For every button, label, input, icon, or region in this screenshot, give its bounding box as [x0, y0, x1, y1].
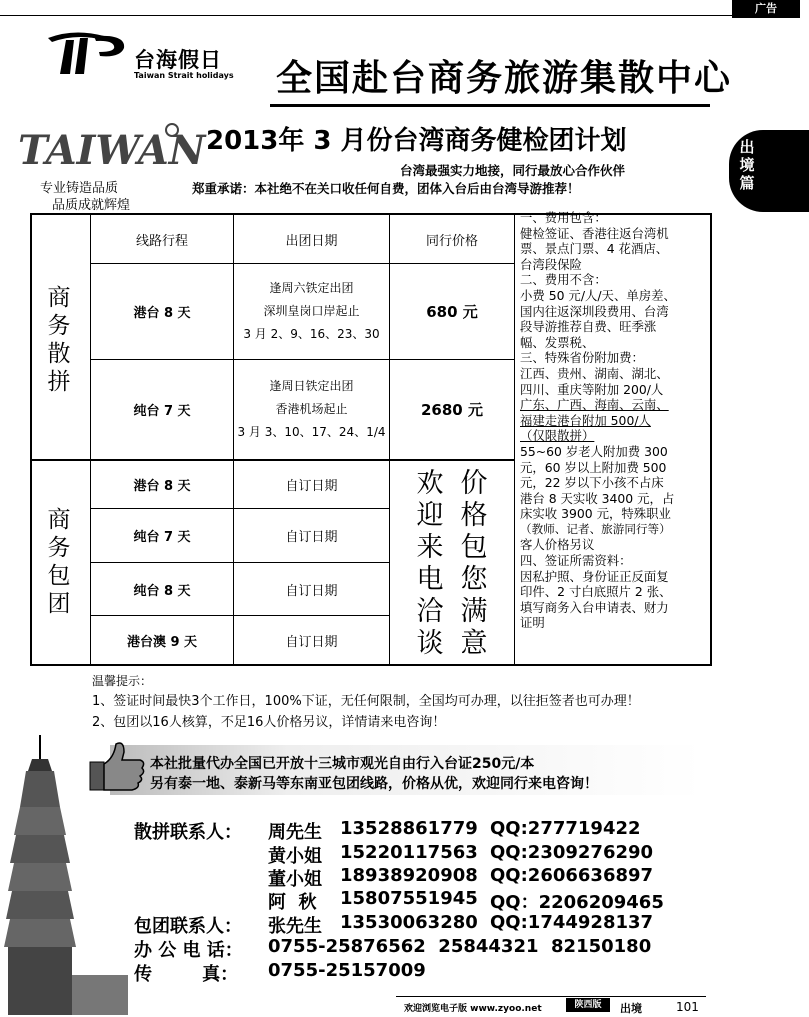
header-date: 出团日期: [285, 233, 338, 249]
plan-title: 2013年 3 月份台湾商务健检团计划: [206, 126, 627, 156]
note-line: 四川、重庆等附加 200/人: [520, 381, 664, 397]
note-line: 因私护照、身份证正反面复: [520, 568, 669, 584]
fax-label: 传 真：: [134, 964, 239, 985]
departure-line: 深圳皇岗口岸起止: [263, 304, 360, 318]
brand-name-en: Taiwan Strait holidays: [134, 71, 234, 80]
note-line: 客人价格另议: [520, 537, 595, 553]
route-cell: 纯台 7 天: [133, 404, 191, 419]
contact-phone: 13530063280: [340, 912, 478, 933]
contact-name: 周先生: [268, 822, 322, 843]
subtitle-1: 台湾最强实力地接，同行最放心合作伙伴: [400, 163, 626, 178]
fax-number: 0755-25157009: [268, 960, 426, 981]
departure-cell: [234, 264, 389, 359]
departure-cell: 自订日期: [285, 634, 338, 650]
note-line: 二、费用不含：: [520, 272, 607, 288]
subtitle-2: 郑重承诺：本社绝不在关口收任何自费，团体入台后由台湾导游推荐！: [192, 181, 580, 196]
slogan-2: 品质成就辉煌: [52, 198, 131, 213]
brand-logo-icon: [44, 30, 130, 74]
price-cell: 2680 元: [421, 401, 483, 419]
contact-qq: QQ：2206209465: [490, 892, 664, 913]
contact-phone: 18938920908: [340, 865, 478, 886]
side-tab-label: 出境篇: [739, 138, 755, 192]
headline: 全国赴台商务旅游集散中心: [276, 58, 733, 99]
contact-label-group: 包团联系人：: [134, 916, 242, 937]
route-cell: 纯台 8 天: [133, 583, 191, 599]
footer-edition: 陕西版: [566, 998, 610, 1012]
ad-tag: 广告: [732, 0, 800, 18]
note-line: 健检签证、香港往返台湾机: [520, 225, 669, 241]
tip-line: 2、包团以16人核算，不足16人价格另议，详情请来电咨询！: [92, 715, 446, 730]
note-line: 小费 50 元/人/天、单房差、: [520, 287, 676, 303]
header-route: 线路行程: [135, 233, 188, 249]
departure-line: 逢周日铁定出团: [269, 379, 354, 393]
route-cell: 港台澳 9 天: [126, 634, 198, 650]
note-line: 江西、贵州、湖南、湖北、: [520, 365, 669, 381]
departure-cell: 自订日期: [285, 479, 338, 494]
departure-line: 逢周六铁定出团: [269, 281, 354, 295]
slogan-1: 专业铸造品质: [40, 181, 119, 196]
taiwan-logo: [14, 118, 206, 178]
note-line: （仅限散拼）: [520, 428, 595, 444]
tips-title: 温馨提示：: [92, 674, 153, 688]
footer-text: 欢迎浏览电子版 www.zyoo.net: [404, 1004, 542, 1014]
note-line: 港台 8 天实收 3400 元，占: [520, 490, 675, 506]
contact-qq: QQ:2309276290: [490, 842, 654, 863]
note-line: 四、签证所需资料：: [520, 553, 632, 569]
contact-name: 阿 秋: [268, 892, 317, 913]
office-label: 办 公 电 话：: [134, 940, 243, 961]
side-tab: [729, 130, 809, 212]
fee-notes: [520, 210, 704, 631]
welcome-text: 欢迎来电洽谈: [416, 468, 444, 659]
note-line: 三、特殊省份附加费：: [520, 350, 644, 366]
price-cell: 680 元: [426, 303, 478, 321]
note-line: 元，60 岁以上附加费 500: [520, 459, 667, 475]
note-line: 填写商务入台申请表、财力: [520, 599, 669, 615]
note-line: 幅、发票税、: [520, 334, 595, 350]
contact-phone: 13528861779: [340, 818, 478, 839]
footer-section: 出境: [620, 1002, 642, 1015]
contact-qq: QQ:1744928137: [490, 912, 654, 933]
contact-name: 黄小姐: [268, 846, 322, 867]
contact-name: 张先生: [268, 916, 322, 937]
headline-rule: [270, 104, 710, 107]
svg-text:TAIWAN: TAIWAN: [18, 127, 206, 174]
contact-phone: 15807551945: [340, 888, 478, 909]
contact-phone: 15220117563: [340, 842, 478, 863]
departure-line: 3 月 2、9、16、23、30: [243, 327, 380, 341]
note-line: 台湾段保险: [520, 256, 582, 272]
departure-cell: 自订日期: [285, 530, 338, 545]
promo-line-1: 本社批量代办全国已开放十三城市观光自由行入台证250元/本: [150, 756, 535, 772]
departure-cell: [234, 360, 389, 459]
note-line: 段导游推荐自费、旺季涨: [520, 319, 657, 335]
route-cell: 港台 8 天: [133, 306, 191, 321]
note-line: 元，22 岁以下小孩不占床: [520, 475, 664, 491]
note-line: （教师、记者、旅游同行等）: [520, 521, 671, 536]
contact-qq: QQ:277719422: [490, 818, 641, 839]
note-line: 55~60 岁老人附加费 300: [520, 443, 668, 459]
contact-qq: QQ:2606636897: [490, 865, 654, 886]
brand-name: 台海假日: [134, 48, 222, 72]
footer-rule: [396, 996, 706, 997]
note-line: 广东、广西、海南、云南、: [520, 397, 669, 413]
route-cell: 纯台 7 天: [133, 530, 191, 545]
note-line: 一、费用包含：: [520, 210, 607, 225]
taipei-101-tower-icon: [0, 735, 128, 1015]
page-number: 101: [676, 1000, 699, 1014]
office-phones: 0755-25876562 25844321 82150180: [268, 936, 652, 957]
contact-name: 董小姐: [268, 869, 322, 890]
category-group: 商务包团: [47, 507, 71, 617]
tip-line: 1、签证时间最快3个工作日，100%下证，无任何限制，全国均可办理，以往拒签者也可办理！: [92, 694, 640, 709]
departure-line: 香港机场起止: [275, 402, 348, 416]
departure-cell: 自订日期: [285, 583, 338, 599]
departure-line: 3 月 3、10、17、24、1/4: [237, 425, 386, 439]
note-line: 床实收 3900 元，特殊职业: [520, 506, 671, 522]
note-line: 国内往返深圳段费用、台湾: [520, 303, 669, 319]
contact-label-individual: 散拼联系人：: [134, 822, 242, 843]
promo-line-2: 另有泰一地、泰新马等东南亚包团线路，价格从优，欢迎同行来电咨询！: [150, 776, 598, 792]
note-line: 福建走港台附加 500/人: [520, 412, 651, 428]
category-individual: 商务散拼: [47, 285, 71, 395]
route-cell: 港台 8 天: [133, 479, 191, 494]
note-line: 印件、2 寸白底照片 2 张、: [520, 584, 672, 600]
top-rule: [0, 15, 732, 16]
note-line: 证明: [520, 615, 545, 631]
note-line: 票、景点门票、4 花酒店、: [520, 241, 669, 257]
header-price: 同行价格: [425, 233, 478, 249]
price-promise-text: 价格包您满意: [460, 468, 488, 659]
